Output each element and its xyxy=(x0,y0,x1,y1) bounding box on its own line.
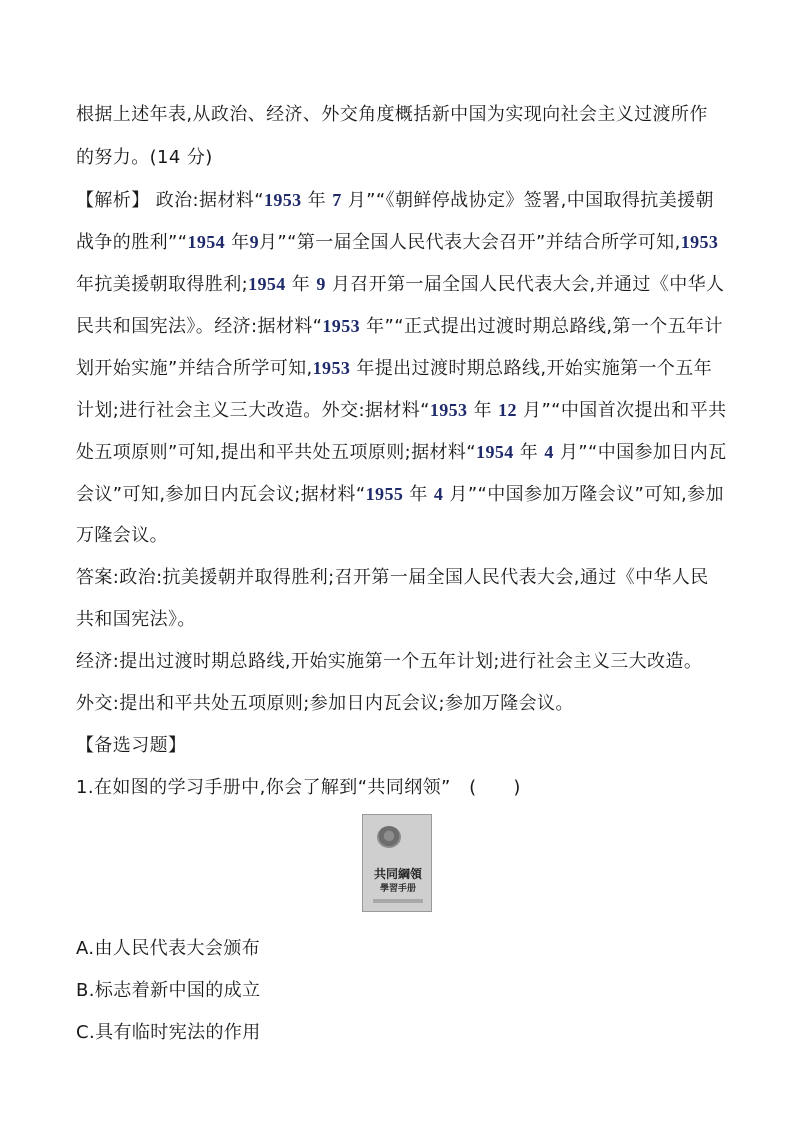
analysis-text: 年提出过渡时期总路线,开始实施第一个五年 xyxy=(350,358,713,379)
year-number: 1953 xyxy=(429,400,468,420)
answer-line: 经济:提出过渡时期总路线,开始实施第一个五年计划;进行社会主义三大改造。 xyxy=(76,651,703,672)
analysis-text: 民共和国宪法》。经济:据材料“ xyxy=(76,316,323,337)
option-a: A.由人民代表大会颁布 xyxy=(76,938,261,959)
analysis-text: 处五项原则”可知,提出和平共处五项原则;据材料“ xyxy=(76,442,477,463)
month-number: 7 xyxy=(332,190,342,210)
analysis-text: 政治:据材料“ xyxy=(155,190,264,211)
book-title: 共同綱領 xyxy=(373,867,422,881)
year-number: 1954 xyxy=(476,442,514,462)
analysis-text: 年 xyxy=(513,442,545,463)
month-number: 4 xyxy=(544,442,554,462)
analysis-line: 万隆会议。 xyxy=(76,525,168,546)
year-number: 1953 xyxy=(680,232,719,252)
analysis-text: 年 xyxy=(403,484,434,505)
analysis-text: 战争的胜利”“ xyxy=(76,232,188,253)
analysis-line xyxy=(76,441,736,464)
question-prompt-line: 的努力。(14 分) xyxy=(76,147,213,168)
analysis-line xyxy=(76,399,736,422)
analysis-text: 年 xyxy=(301,190,333,211)
option-b: B.标志着新中国的成立 xyxy=(76,980,261,1001)
section-heading: 【备选习题】 xyxy=(76,735,187,756)
analysis-text: 会议”可知,参加日内瓦会议;据材料“ xyxy=(76,484,366,505)
question-stem: 1.在如图的学习手册中,你会了解到“共同纲领” ( ) xyxy=(76,777,521,798)
analysis-line xyxy=(76,231,736,254)
analysis-text: 月召开第一届全国人民代表大会,并通过《中华人 xyxy=(325,274,725,295)
handbook-cover-image xyxy=(362,814,432,912)
answer-line: 答案:政治:抗美援朝并取得胜利;召开第一届全国人民代表大会,通过《中华人民 xyxy=(76,567,709,588)
month-number: 4 xyxy=(433,484,444,504)
analysis-line xyxy=(76,189,736,212)
analysis-text: 年 xyxy=(285,274,317,295)
analysis-text: 月”“第一届全国人民代表大会召开”并结合所学可知, xyxy=(259,232,681,253)
year-number: 1953 xyxy=(312,358,351,378)
month-number: 9 xyxy=(316,274,326,294)
analysis-tag: 【解析】 xyxy=(76,190,150,211)
publisher-mark xyxy=(373,899,423,903)
analysis-text: 月”“中国参加万隆会议”可知,参加 xyxy=(443,484,724,505)
analysis-text: 年”“正式提出过渡时期总路线,第一个五年计 xyxy=(360,316,723,337)
analysis-line xyxy=(76,483,736,506)
national-emblem-icon xyxy=(377,826,401,848)
analysis-text: 年 xyxy=(467,400,499,421)
month-number: 9 xyxy=(249,232,259,252)
analysis-line xyxy=(76,273,736,296)
month-number: 12 xyxy=(498,400,517,420)
analysis-line xyxy=(76,357,736,380)
analysis-line xyxy=(76,315,736,338)
option-c: C.具有临时宪法的作用 xyxy=(76,1022,261,1043)
year-number: 1954 xyxy=(187,232,226,252)
answer-line: 外交:提出和平共处五项原则;参加日内瓦会议;参加万隆会议。 xyxy=(76,693,574,714)
year-number: 1953 xyxy=(263,190,302,210)
analysis-text: 月”“《朝鲜停战协定》签署,中国取得抗美援朝 xyxy=(341,190,714,211)
year-number: 1953 xyxy=(322,316,360,336)
book-subtitle: 學習手册 xyxy=(379,884,416,894)
analysis-text: 划开始实施”并结合所学可知, xyxy=(76,358,313,379)
question-prompt-line: 根据上述年表,从政治、经济、外交角度概括新中国为实现向社会主义过渡所作 xyxy=(76,104,708,125)
year-number: 1954 xyxy=(248,274,286,294)
analysis-text: 计划;进行社会主义三大改造。外交:据材料“ xyxy=(76,400,430,421)
year-number: 1955 xyxy=(365,484,404,504)
analysis-text: 月”“中国首次提出和平共 xyxy=(516,400,727,421)
analysis-text: 月”“中国参加日内瓦 xyxy=(553,442,727,463)
answer-line: 共和国宪法》。 xyxy=(76,609,196,630)
analysis-text: 年抗美援朝取得胜利; xyxy=(76,274,249,295)
analysis-text: 年 xyxy=(225,232,250,253)
